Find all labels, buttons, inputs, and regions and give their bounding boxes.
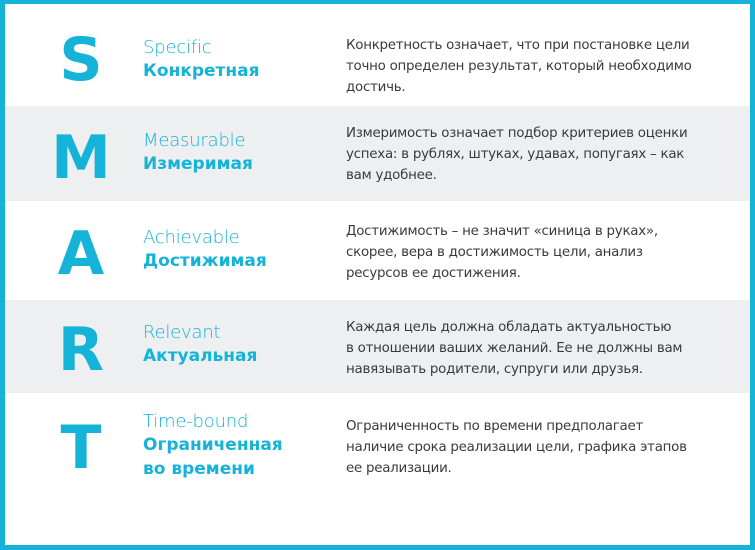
russian-name: Актуальная <box>143 346 258 366</box>
russian-name-line2: во времени <box>143 459 255 479</box>
letter-t: T <box>60 413 102 483</box>
row-specific <box>5 4 750 106</box>
letter-s: S <box>59 25 103 95</box>
description-line: Каждая цель должна обладать актуальностью <box>346 320 672 335</box>
description-line: скорее, вера в достижимость цели, анализ <box>346 245 643 260</box>
english-name: Time-bound <box>143 411 249 432</box>
description-line: ее реализации. <box>346 461 452 476</box>
description <box>346 317 726 380</box>
description <box>346 221 726 284</box>
description-line: достичь. <box>346 80 406 95</box>
criterion-names <box>143 322 323 368</box>
letter-a: A <box>57 219 105 289</box>
description-line: Конкретность означает, что при постановке цели <box>346 38 690 53</box>
description-line: Измеримость означает подбор критериев оценки <box>346 126 688 141</box>
row-relevant <box>5 300 750 393</box>
criterion-names <box>143 411 323 481</box>
description-line: Ограниченность по времени предполагает <box>346 419 644 434</box>
letter-m: M <box>51 123 111 193</box>
description-line: Достижимость – не значит «синица в руках», <box>346 224 658 239</box>
english-name: Relevant <box>143 322 221 343</box>
row-time-bound <box>5 393 750 545</box>
description-line: навязывать родители, супруги или друзья. <box>346 362 643 377</box>
criterion-names <box>143 227 323 273</box>
russian-name: Ограниченная <box>143 435 283 455</box>
description-line: вам удобнее. <box>346 168 437 183</box>
criterion-names <box>143 37 323 83</box>
english-name: Specific <box>143 37 212 58</box>
row-measurable <box>5 106 750 201</box>
row-achievable <box>5 201 750 300</box>
criterion-names <box>143 130 323 176</box>
english-name: Measurable <box>143 130 246 151</box>
russian-name: Измеримая <box>143 154 253 174</box>
description-line: успеха: в рублях, штуках, удавах, попугаях – как <box>346 147 685 162</box>
letter-r: R <box>57 315 105 385</box>
russian-name: Достижимая <box>143 251 267 271</box>
description-line: в отношении ваших желаний. Ее не должны вам <box>346 341 683 356</box>
description <box>346 123 726 186</box>
description-line: точно определен результат, который необходимо <box>346 59 692 74</box>
english-name: Achievable <box>143 227 240 248</box>
russian-name: Конкретная <box>143 61 260 81</box>
description-line: ресурсов ее достижения. <box>346 266 521 281</box>
description-line: наличие срока реализации цели, графика этапов <box>346 440 687 455</box>
description <box>346 35 726 98</box>
description <box>346 416 726 479</box>
